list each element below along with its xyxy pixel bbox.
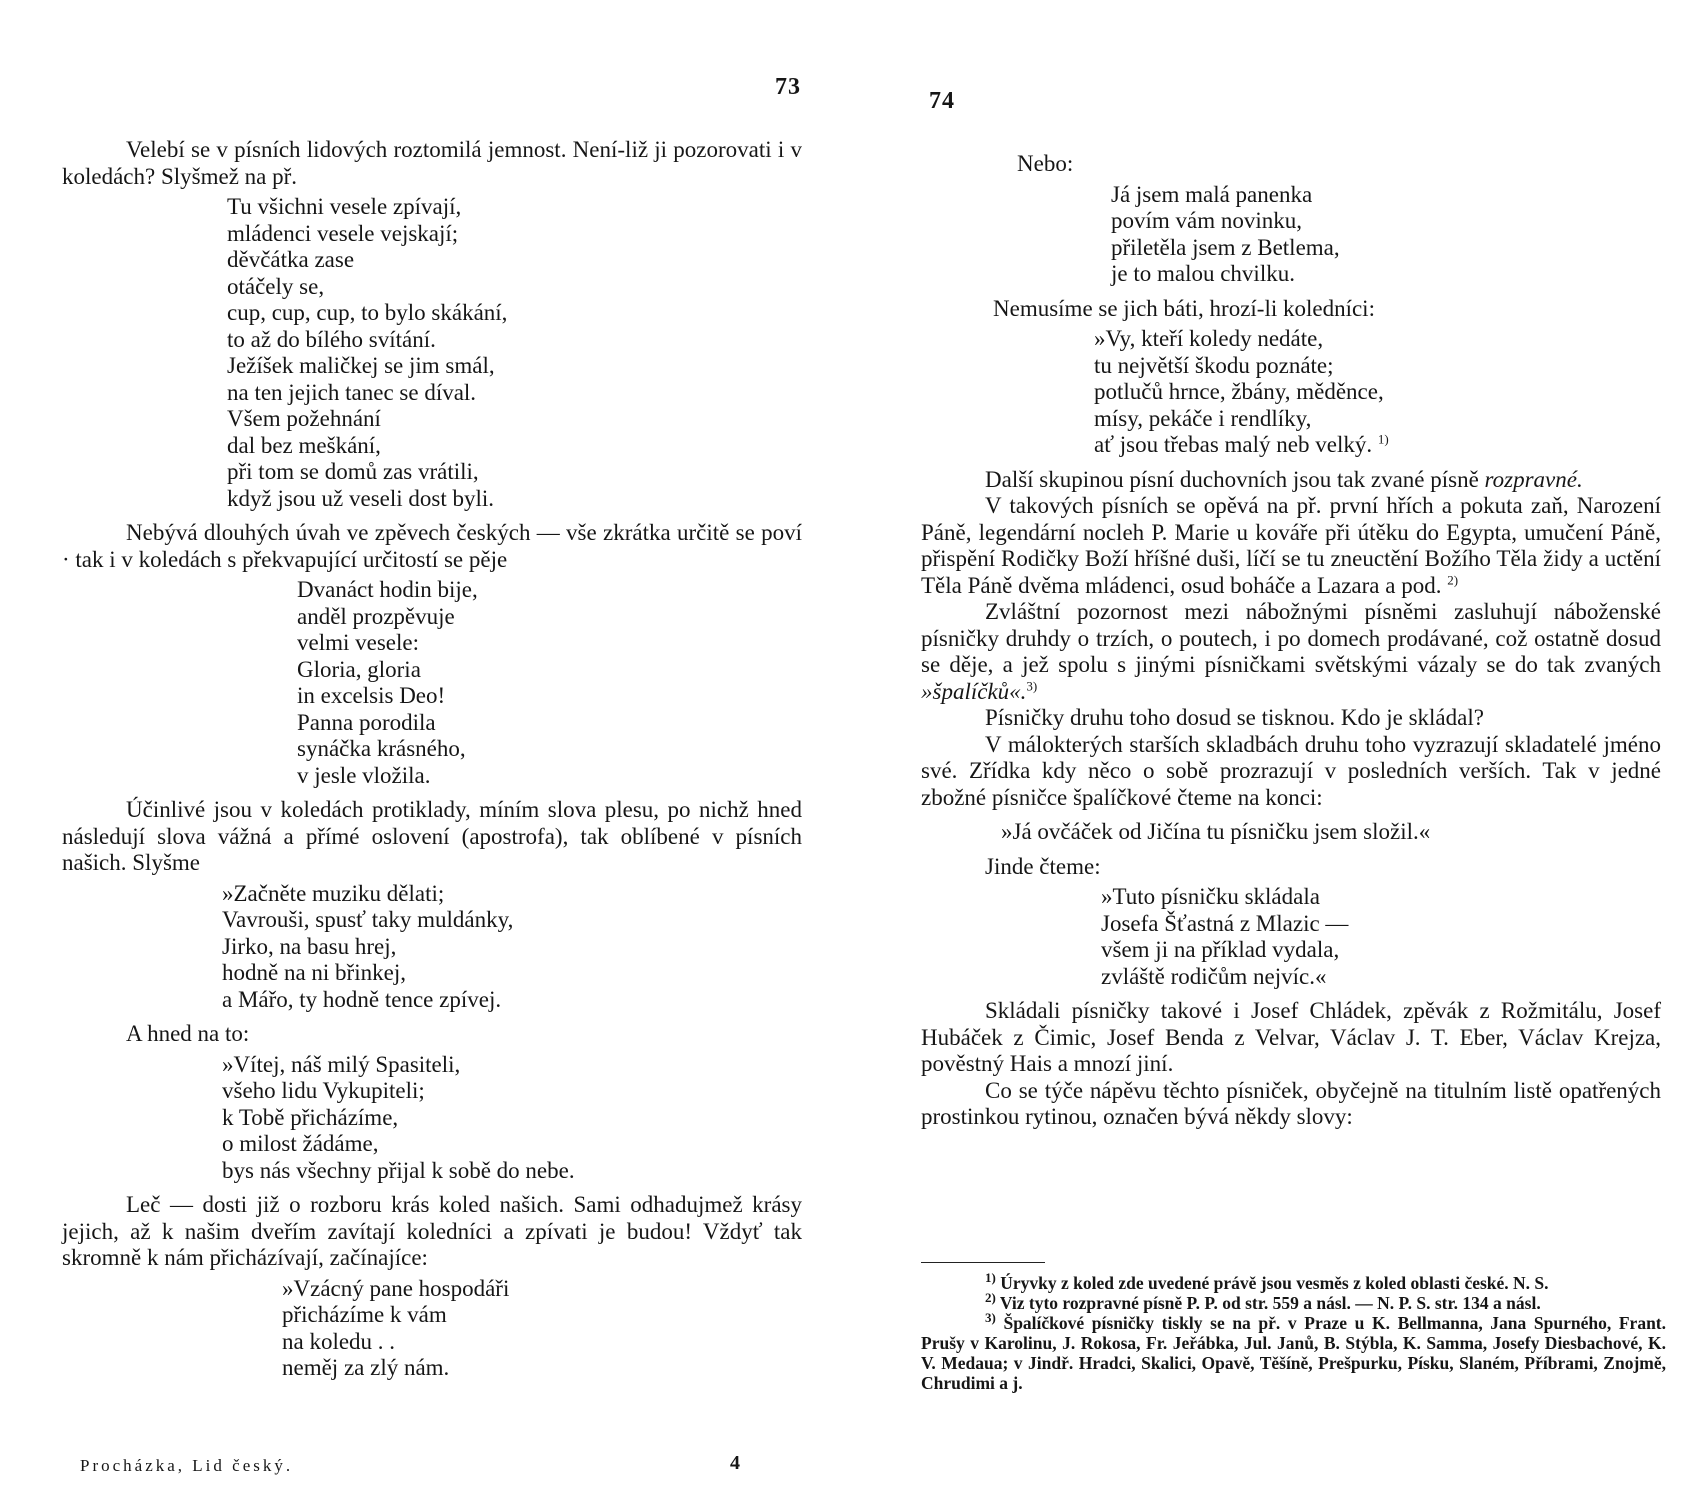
footnote-text: Špalíčkové písničky tiskly se na př. v Praze u K. Bellmanna, Jana Spurného, Frant. Prušy v Karolinu, J. Rokosa, Fr. Jeřábka, Jul. Janů, B. Stýbla, K. Samma, Josefy Diesbachové, K. V. Medaua; v Jindř. Hradci, Skalici, Opavě, Těšíně, Prešpurku, Písku, Slaném, Příbrami, Znojmě, Chrudimi a j.: [921, 1313, 1666, 1393]
paragraph-3-text: Zvláštní pozornost mezi nábožnými písněmi zasluhují náboženské písničky druhdy o trzích, o poutech, i po domech prodávané, což ostatně dosud se děje, a jež spolu s jinými písničkami světskými vázaly se do tak zvaných: [921, 599, 1661, 677]
verse-block-4: [222, 1052, 802, 1185]
verse-line: k Tobě přicházíme,: [222, 1104, 399, 1130]
footnote-mark: 1): [985, 1270, 996, 1286]
left-text-column: [62, 137, 802, 1390]
lead-line-1: Nebo:: [1017, 151, 1074, 176]
verse-line: při tom se domů zas vrátili,: [227, 459, 479, 484]
paragraph-5: Leč — dosti již o rozboru krás koled našich. Sami odhadujmež krásy jejich, až k našim dveřím zavítají koledníci a zpívati je budou! Vždyť tak skromně k nám přicházívají, začínajíce:: [62, 1192, 802, 1270]
verse-line: Jirko, na basu hrej,: [222, 933, 397, 959]
verse-line: Ježíšek maličkej se jim smál,: [227, 353, 495, 378]
verse-line: synáčka krásného,: [297, 736, 466, 761]
verse-line: Vavrouši, spusť taky muldánky,: [222, 907, 514, 932]
verse-line: Tu všichni vesele zpívají,: [227, 194, 462, 219]
signature-mark: 4: [730, 1452, 740, 1474]
verse-line: zvláště rodičům nejvíc.«: [1101, 963, 1327, 989]
verse-line: na ten jejich tanec se díval.: [227, 379, 477, 405]
footnote: [921, 1270, 1666, 1293]
verse-line: otáčely se,: [227, 273, 325, 299]
verse-line: Gloria, gloria: [297, 656, 421, 682]
verse-block-5: [282, 1276, 802, 1382]
verse-line: je to malou chvilku.: [1111, 261, 1295, 286]
right-text-column: [921, 147, 1661, 1131]
page-number-right: 74: [929, 88, 955, 114]
footnote-rule: [921, 1262, 1045, 1263]
verse-line: neměj za zlý nám.: [282, 1355, 450, 1380]
verse-block-1: [1111, 182, 1661, 288]
verse-line: mládenci vesele vejskají;: [227, 220, 459, 246]
verse-line: všeho lidu Vykupiteli;: [222, 1078, 425, 1103]
footnote-mark: 3): [985, 1310, 996, 1326]
paragraph-3: Účinlivé jsou v koledách protiklady, míním slova plesu, po nichž hned následují slova vážná a přímé oslovení (apostrofa), tak oblíbené v písních našich. Slyšme: [62, 797, 802, 875]
verse-line: dal bez meškání,: [227, 432, 381, 458]
verse-line: Já jsem malá panenka: [1111, 181, 1313, 207]
quote-line: »Já ovčáček od Jičína tu písničku jsem složil.«: [1001, 819, 1431, 844]
paragraph-2: Nebývá dlouhých úvah ve zpěvech českých — vše zkrátka určitě se poví · tak i v koledách s překvapující určitostí se pěje: [62, 520, 802, 572]
footnote-text: Úryvky z koled zde uvedené právě jsou vesměs z koled oblasti české. N. S.: [1000, 1273, 1549, 1293]
verse-line: to až do bílého svítání.: [227, 326, 436, 352]
verse-line: děvčátka zase: [227, 247, 355, 272]
verse-line: povím vám novinku,: [1111, 208, 1303, 233]
paragraph-6: Skládali písničky takové i Josef Chládek, zpěvák z Rožmitálu, Josef Hubáček z Čimic, Josef Benda z Velvar, Václav J. T. Eber, Václav Krejza, pověstný Hais a mnozí jiní.: [921, 998, 1661, 1076]
verse-block-1: [227, 194, 802, 512]
paragraph-4: Písničky druhu toho dosud se tisknou. Kdo je skládal?: [985, 705, 1484, 730]
verse-block-2: [1094, 326, 1661, 459]
verse-line-text: ať jsou třebas malý neb velký.: [1094, 432, 1373, 457]
verse-line: potlučů hrnce, žbány, měděnce,: [1094, 379, 1384, 404]
verse-line: když jsou už veseli dost byli.: [227, 485, 495, 511]
paragraph-3-emphasis: »špalíčků«.: [921, 678, 1027, 704]
verse-line: všem ji na příklad vydala,: [1101, 937, 1340, 962]
verse-line: a Mářo, ty hodně tence zpívej.: [222, 986, 502, 1012]
page-number-left: 73: [775, 74, 801, 100]
footnote-ref: 1): [1377, 431, 1389, 447]
verse-line: »Tuto písničku skládala: [1101, 884, 1320, 909]
verse-line: na koledu . .: [282, 1328, 396, 1354]
running-footer: Procházka, Lid český.: [80, 1456, 294, 1475]
verse-line: Dvanáct hodin bije,: [297, 577, 478, 602]
verse-line: Josefa Šťastná z Mlazic —: [1101, 910, 1349, 936]
verse-line: »Vítej, náš milý Spasiteli,: [222, 1051, 461, 1077]
verse-block-3: [222, 881, 802, 1014]
paragraph-2-text: V takových písních se opěvá na př. první hřích a pokuta zaň, Narození Páně, legendární nocleh P. Marie u kováře při útěku do Egypta, umučení Páně, přispění Rodičky Boží hříšné duši, líčí se tu zneuctění Božího Těla židy a uctění Těla Páně dvěma mládenci, osud boháče a Lazara a pod.: [921, 493, 1661, 598]
lead-line-3: Jinde čteme:: [985, 853, 1101, 879]
verse-line: Panna porodila: [297, 709, 436, 735]
intro-paragraph: Velebí se v písních lidových roztomilá jemnost. Není-liž ji pozorovati i v koledách? Slyšmež na př.: [62, 137, 802, 189]
verse-line: cup, cup, cup, to bylo skákání,: [227, 300, 508, 325]
verse-line: [1094, 432, 1661, 459]
verse-line: in excelsis Deo!: [297, 683, 446, 708]
verse-line: hodně na ni břinkej,: [222, 960, 406, 985]
verse-line: mísy, pekáče i rendlíky,: [1094, 405, 1312, 431]
verse-line: tu největší škodu poznáte;: [1094, 352, 1334, 378]
verse-line: Všem požehnání: [227, 406, 381, 431]
paragraph-4: A hned na to:: [126, 1021, 250, 1046]
footnote: [921, 1290, 1666, 1313]
verse-line: přicházíme k vám: [282, 1302, 447, 1327]
footnote-ref: 2): [1447, 571, 1459, 587]
verse-line: »Vzácný pane hospodáři: [282, 1275, 510, 1301]
paragraph-1-emphasis: rozpravné.: [1484, 466, 1583, 492]
verse-line: o milost žádáme,: [222, 1131, 379, 1156]
paragraph-7: Co se týče nápěvu těchto písniček, obyčejně na titulním listě opatřených prostinkou rytinou, označen bývá někdy slovy:: [921, 1077, 1661, 1129]
verse-block-3: [1101, 884, 1661, 990]
verse-line: v jesle vložila.: [297, 762, 431, 788]
verse-line: přiletěla jsem z Betlema,: [1111, 234, 1340, 260]
footnote: [921, 1310, 1666, 1393]
footnote-mark: 2): [985, 1290, 996, 1306]
verse-line: anděl prozpěvuje: [297, 603, 455, 629]
lead-line-2: Nemusíme se jich báti, hrozí-li koledníci:: [993, 295, 1375, 321]
verse-line: bys nás všechny přijal k sobě do nebe.: [222, 1157, 575, 1183]
footnote-text: Viz tyto rozpravné písně P. P. od str. 559 a násl. — N. P. S. str. 134 a násl.: [999, 1293, 1541, 1313]
paragraph-1-text: Další skupinou písní duchovních jsou tak zvané písně: [985, 466, 1479, 492]
paragraph-3: [921, 599, 1661, 705]
footnotes: [921, 1262, 1666, 1393]
footnote-ref: 3): [1026, 677, 1038, 693]
paragraph-2: [921, 493, 1661, 599]
verse-line: »Vy, kteří koledy nedáte,: [1094, 326, 1324, 351]
paragraph-1: [921, 467, 1661, 494]
verse-line: velmi vesele:: [297, 630, 419, 655]
paragraph-5: V málokterých starších skladbách druhu toho vyzrazují skladatelé jméno své. Zřídka kdy něco o sobě prozrazují v posledních verších. Tak v jedné zbožné písničce špalíčkové čteme na konci:: [921, 731, 1661, 810]
right-page: [852, 0, 1704, 1500]
verse-line: »Začněte muziku dělati;: [222, 880, 445, 906]
verse-block-2: [297, 577, 802, 789]
